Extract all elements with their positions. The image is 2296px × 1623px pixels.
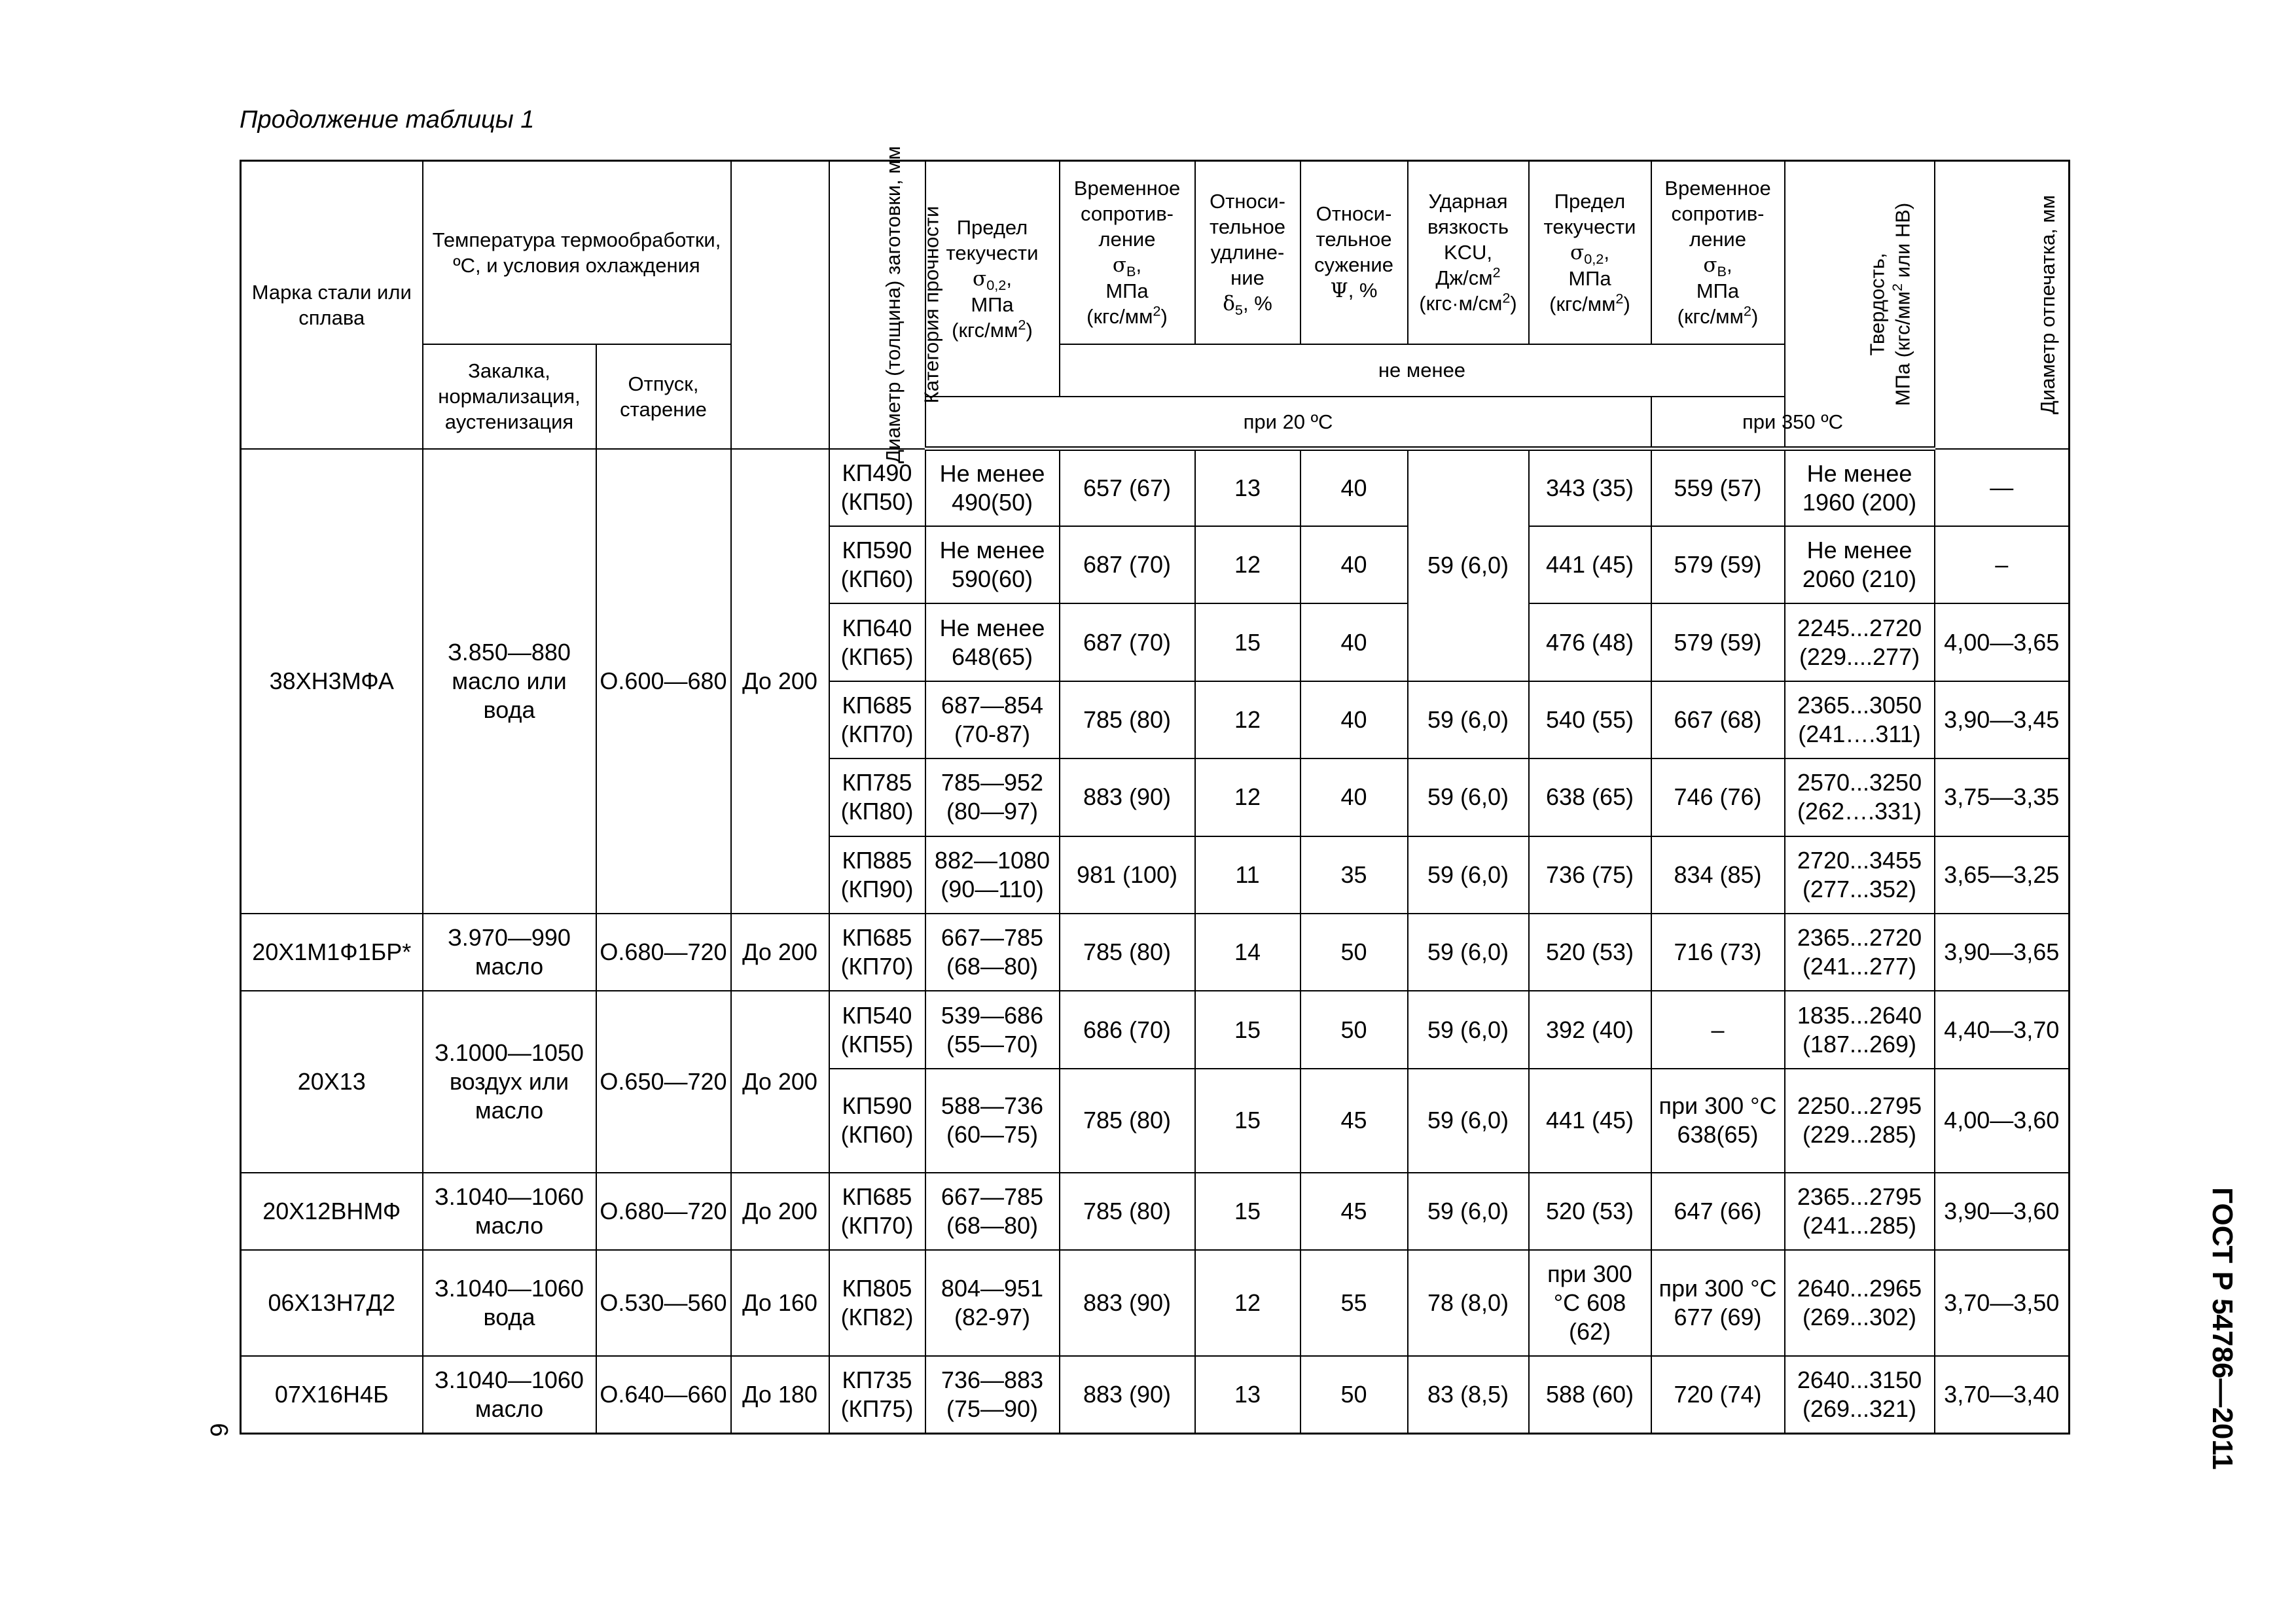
unit: МПа xyxy=(1696,279,1740,303)
unit-alt: или НВ) xyxy=(1890,202,1914,283)
header-at-350: при 350 ºС xyxy=(1651,397,1935,449)
table-row xyxy=(241,991,2070,1068)
tensile-cell: 981 (100) xyxy=(1060,836,1195,914)
tensile-cell: 785 (80) xyxy=(1060,1069,1195,1173)
steel-grade-cell: 38ХН3МФА xyxy=(241,449,423,914)
delta-symbol: δ xyxy=(1223,291,1235,315)
diameter-cell: До 160 xyxy=(731,1250,829,1356)
diameter-cell: До 200 xyxy=(731,1173,829,1250)
imprint-diameter-cell: 3,90—3,65 xyxy=(1935,914,2070,991)
imprint-diameter-cell: — xyxy=(1935,449,2070,526)
tensile-cell: 883 (90) xyxy=(1060,1356,1195,1434)
table-caption: Продолжение таблицы 1 xyxy=(240,106,535,134)
tensile-350-cell: 746 (76) xyxy=(1651,758,1785,836)
superscript: 2 xyxy=(1492,264,1501,281)
reduction-cell: 50 xyxy=(1300,1356,1408,1434)
temper-cell: О.640—660 xyxy=(596,1356,731,1434)
header-diameter xyxy=(731,146,905,464)
imprint-diameter-cell: 3,70—3,40 xyxy=(1935,1356,2070,1434)
tensile-350-cell: 667 (68) xyxy=(1651,681,1785,758)
category-cell: КП685 (КП70) xyxy=(829,1173,925,1250)
unit-alt: (кгс/мм xyxy=(952,318,1018,342)
tensile-cell: 785 (80) xyxy=(1060,914,1195,991)
impact-cell: 83 (8,5) xyxy=(1408,1356,1529,1434)
label: Временное сопротив-ление xyxy=(1664,177,1771,251)
yield-cell: 785—952 (80—97) xyxy=(925,758,1060,836)
yield-350-cell: 476 (48) xyxy=(1529,603,1651,681)
impact-cell: 59 (6,0) xyxy=(1408,991,1529,1068)
unit-alt: (кгс·м/см xyxy=(1419,292,1503,315)
elongation-cell: 15 xyxy=(1195,603,1300,681)
reduction-cell: 40 xyxy=(1300,603,1408,681)
tensile-350-cell: 647 (66) xyxy=(1651,1173,1785,1250)
tensile-cell: 687 (70) xyxy=(1060,526,1195,603)
yield-350-cell: 441 (45) xyxy=(1529,526,1651,603)
header-yield-20: Предел текучести $\sigma_{0,2}$, МПа $(кгс/мм^2)$ xyxy=(925,161,1060,397)
elongation-cell: 12 xyxy=(1195,758,1300,836)
header-imprint-text: Диаметр отпечатка, мм xyxy=(2036,195,2059,415)
header-reduction xyxy=(1300,161,1408,344)
sigma-symbol: σ xyxy=(1112,253,1127,277)
tensile-cell: 883 (90) xyxy=(1060,1250,1195,1356)
elongation-cell: 13 xyxy=(1195,449,1300,526)
superscript: 2 xyxy=(1743,302,1751,319)
imprint-diameter-cell: 4,00—3,60 xyxy=(1935,1069,2070,1173)
unit-alt: (кгс/мм xyxy=(1677,305,1744,329)
tensile-350-cell: при 300 °С 677 (69) xyxy=(1651,1250,1785,1356)
subscript: 0,2 xyxy=(986,276,1007,293)
yield-cell: 588—736 (60—75) xyxy=(925,1069,1060,1173)
imprint-diameter-cell: 3,90—3,45 xyxy=(1935,681,2070,758)
hardness-cell: 2570...3250 (262….331) xyxy=(1785,758,1935,836)
yield-cell: 539—686 (55—70) xyxy=(925,991,1060,1068)
category-cell: КП685 (КП70) xyxy=(829,681,925,758)
yield-cell: 804—951 (82-97) xyxy=(925,1250,1060,1356)
reduction-cell: 45 xyxy=(1300,1173,1408,1250)
header-yield-350: Предел текучести $\sigma_{0,2}$, МПа $(кгс/мм^2)$ xyxy=(1529,161,1651,344)
header-steel: Марка стали или сплава xyxy=(241,161,423,449)
diameter-cell: До 200 xyxy=(731,914,829,991)
imprint-diameter-cell: 4,40—3,70 xyxy=(1935,991,2070,1068)
steel-grade-cell: 07Х16Н4Б xyxy=(241,1356,423,1434)
subscript: В xyxy=(1717,263,1727,280)
temper-cell: О.680—720 xyxy=(596,1173,731,1250)
reduction-cell: 50 xyxy=(1300,991,1408,1068)
reduction-cell: 40 xyxy=(1300,681,1408,758)
yield-350-cell: 343 (35) xyxy=(1529,449,1651,526)
label: Временное сопротив-ление xyxy=(1073,177,1181,251)
elongation-cell: 15 xyxy=(1195,1173,1300,1250)
quench-cell: З.1000—1050 воздух или масло xyxy=(423,991,596,1172)
category-cell: КП590 (КП60) xyxy=(829,1069,925,1173)
document-code: ГОСТ Р 54786—2011 xyxy=(2206,1187,2238,1470)
yield-350-cell: 392 (40) xyxy=(1529,991,1651,1068)
unit: , % xyxy=(1242,291,1272,315)
quench-cell: З.1040—1060 масло xyxy=(423,1356,596,1434)
impact-cell: 59 (6,0) xyxy=(1408,449,1529,681)
table-row xyxy=(241,1250,2070,1356)
yield-350-cell: при 300 °С 608 (62) xyxy=(1529,1250,1651,1356)
category-cell: КП805 (КП82) xyxy=(829,1250,925,1356)
quench-cell: З.970—990 масло xyxy=(423,914,596,991)
superscript: 2 xyxy=(1615,290,1624,307)
impact-cell: 59 (6,0) xyxy=(1408,1069,1529,1173)
tensile-cell: 686 (70) xyxy=(1060,991,1195,1068)
subscript: 0,2 xyxy=(1584,250,1604,267)
unit-alt: (кгс/мм xyxy=(1086,305,1153,329)
tensile-cell: 687 (70) xyxy=(1060,603,1195,681)
reduction-cell: 55 xyxy=(1300,1250,1408,1356)
category-cell: КП490 (КП50) xyxy=(829,449,925,526)
table-row xyxy=(241,1356,2070,1434)
hardness-cell: 2720...3455 (277...352) xyxy=(1785,836,1935,914)
unit: МПа xyxy=(971,293,1014,316)
quench-cell: З.1040—1060 вода xyxy=(423,1250,596,1356)
header-quench: Закалка, нормализация, аустенизация xyxy=(423,344,596,449)
subscript: В xyxy=(1126,263,1136,280)
header-tensile-20: Временное сопротив-ление $\sigma_В$, МПа $(кгс/мм^2)$ xyxy=(1060,161,1195,344)
header-hardness-text xyxy=(1864,202,1915,406)
category-cell: КП735 (КП75) xyxy=(829,1356,925,1434)
quench-cell: З.1040—1060 масло xyxy=(423,1173,596,1250)
reduction-cell: 40 xyxy=(1300,449,1408,526)
table-row xyxy=(241,1173,2070,1250)
reduction-cell: 40 xyxy=(1300,526,1408,603)
impact-cell: 59 (6,0) xyxy=(1408,914,1529,991)
reduction-cell: 50 xyxy=(1300,914,1408,991)
label: Твердость, xyxy=(1865,252,1888,356)
tensile-350-cell: 716 (73) xyxy=(1651,914,1785,991)
yield-cell: Не менее 648(65) xyxy=(925,603,1060,681)
header-category xyxy=(829,161,942,449)
reduction-cell: 45 xyxy=(1300,1069,1408,1173)
elongation-cell: 12 xyxy=(1195,681,1300,758)
impact-cell: 59 (6,0) xyxy=(1408,681,1529,758)
imprint-diameter-cell: – xyxy=(1935,526,2070,603)
elongation-cell: 15 xyxy=(1195,991,1300,1068)
yield-cell: 667—785 (68—80) xyxy=(925,914,1060,991)
reduction-cell: 35 xyxy=(1300,836,1408,914)
imprint-diameter-cell: 3,65—3,25 xyxy=(1935,836,2070,914)
yield-350-cell: 540 (55) xyxy=(1529,681,1651,758)
category-cell: КП590 (КП60) xyxy=(829,526,925,603)
superscript: 2 xyxy=(1888,283,1905,291)
tensile-350-cell: 579 (59) xyxy=(1651,603,1785,681)
header-temper: Отпуск, старение xyxy=(596,344,731,449)
tensile-350-cell: 720 (74) xyxy=(1651,1356,1785,1434)
tensile-350-cell: при 300 °С 638(65) xyxy=(1651,1069,1785,1173)
elongation-cell: 12 xyxy=(1195,1250,1300,1356)
table-row xyxy=(241,449,2070,526)
temper-cell: О.680—720 xyxy=(596,914,731,991)
steel-grade-cell: 20Х12ВНМФ xyxy=(241,1173,423,1250)
imprint-diameter-cell: 4,00—3,65 xyxy=(1935,603,2070,681)
unit: Дж/см xyxy=(1435,266,1493,290)
header-temperature: Температура термообработки, ºС, и условия охлаждения xyxy=(423,161,731,344)
temper-cell: О.650—720 xyxy=(596,991,731,1172)
header-category-text: Категория прочности xyxy=(919,205,942,404)
yield-350-cell: 736 (75) xyxy=(1529,836,1651,914)
yield-cell: 687—854 (70-87) xyxy=(925,681,1060,758)
yield-350-cell: 588 (60) xyxy=(1529,1356,1651,1434)
elongation-cell: 11 xyxy=(1195,836,1300,914)
elongation-cell: 13 xyxy=(1195,1356,1300,1434)
unit: МПа (кгс/мм xyxy=(1890,291,1914,406)
impact-cell: 59 (6,0) xyxy=(1408,1173,1529,1250)
steel-grade-cell: 06Х13Н7Д2 xyxy=(241,1250,423,1356)
hardness-cell: 2245...2720 (229....277) xyxy=(1785,603,1935,681)
hardness-cell: 2640...3150 (269...321) xyxy=(1785,1356,1935,1434)
header-impact: Ударная вязкость KCU, $Дж/см^2$ $(кгс\cdot м/см^2)$ xyxy=(1408,161,1529,344)
superscript: 2 xyxy=(1153,302,1161,319)
tensile-350-cell: 834 (85) xyxy=(1651,836,1785,914)
hardness-cell: 2640...2965 (269...302) xyxy=(1785,1250,1935,1356)
label: Предел текучести xyxy=(1543,189,1636,238)
tensile-cell: 785 (80) xyxy=(1060,681,1195,758)
hardness-cell: 2365...2720 (241...277) xyxy=(1785,914,1935,991)
elongation-cell: 15 xyxy=(1195,1069,1300,1173)
header-at-20: при 20 ºС xyxy=(925,397,1651,449)
properties-table xyxy=(240,146,2070,1435)
label: Относи-тельное сужение xyxy=(1314,202,1393,277)
psi-symbol: Ψ xyxy=(1330,279,1348,303)
tensile-cell: 657 (67) xyxy=(1060,449,1195,526)
temper-cell: О.600—680 xyxy=(596,449,731,914)
yield-cell: 736—883 (75—90) xyxy=(925,1356,1060,1434)
page-number: 6 xyxy=(205,1423,232,1437)
label: Относи-тельное удлине-ние xyxy=(1210,189,1285,289)
subscript: 5 xyxy=(1234,301,1243,318)
sigma-symbol: σ xyxy=(1570,240,1585,264)
reduction-cell: 40 xyxy=(1300,758,1408,836)
yield-cell: Не менее 590(60) xyxy=(925,526,1060,603)
hardness-cell: 1835...2640 (187...269) xyxy=(1785,991,1935,1068)
sigma-symbol: σ xyxy=(1703,253,1717,277)
elongation-cell: 12 xyxy=(1195,526,1300,603)
category-cell: КП785 (КП80) xyxy=(829,758,925,836)
imprint-diameter-cell: 3,90—3,60 xyxy=(1935,1173,2070,1250)
superscript: 2 xyxy=(1018,316,1026,333)
steel-grade-cell: 20Х13 xyxy=(241,991,423,1172)
label: Предел текучести xyxy=(946,215,1039,264)
category-cell: КП540 (КП55) xyxy=(829,991,925,1068)
header-not-less: не менее xyxy=(1060,344,1785,397)
impact-cell: 59 (6,0) xyxy=(1408,758,1529,836)
tensile-350-cell: – xyxy=(1651,991,1785,1068)
tensile-cell: 785 (80) xyxy=(1060,1173,1195,1250)
sigma-symbol: σ xyxy=(973,266,987,291)
yield-cell: Не менее 490(50) xyxy=(925,449,1060,526)
yield-cell: 667—785 (68—80) xyxy=(925,1173,1060,1250)
header-tensile-350: Временное сопротив-ление $\sigma_В$, МПа $(кгс/мм^2)$ xyxy=(1651,161,1785,344)
diameter-cell: До 200 xyxy=(731,449,829,914)
tensile-350-cell: 579 (59) xyxy=(1651,526,1785,603)
label: Ударная вязкость KCU, xyxy=(1427,190,1509,264)
unit-alt: (кгс/мм xyxy=(1549,292,1616,315)
yield-350-cell: 520 (53) xyxy=(1529,914,1651,991)
imprint-diameter-cell: 3,75—3,35 xyxy=(1935,758,2070,836)
quench-cell: З.850—880 масло или вода xyxy=(423,449,596,914)
table-body xyxy=(241,449,2070,1434)
category-cell: КП640 (КП65) xyxy=(829,603,925,681)
unit: , % xyxy=(1348,279,1378,302)
impact-cell: 78 (8,0) xyxy=(1408,1250,1529,1356)
imprint-diameter-cell: 3,70—3,50 xyxy=(1935,1250,2070,1356)
yield-350-cell: 520 (53) xyxy=(1529,1173,1651,1250)
diameter-cell: До 180 xyxy=(731,1356,829,1434)
diameter-cell: До 200 xyxy=(731,991,829,1172)
temper-cell: О.530—560 xyxy=(596,1250,731,1356)
hardness-cell: Не менее 2060 (210) xyxy=(1785,526,1935,603)
unit: МПа xyxy=(1568,266,1611,290)
impact-cell: 59 (6,0) xyxy=(1408,836,1529,914)
table-row xyxy=(241,914,2070,991)
yield-cell: 882—1080 (90—110) xyxy=(925,836,1060,914)
category-cell: КП685 (КП70) xyxy=(829,914,925,991)
elongation-cell: 14 xyxy=(1195,914,1300,991)
category-cell: КП885 (КП90) xyxy=(829,836,925,914)
hardness-cell: Не менее 1960 (200) xyxy=(1785,449,1935,526)
header-imprint xyxy=(1935,161,2070,449)
hardness-cell: 2250...2795 (229...285) xyxy=(1785,1069,1935,1173)
hardness-cell: 2365...2795 (241...285) xyxy=(1785,1173,1935,1250)
header-elongation xyxy=(1195,161,1300,344)
steel-grade-cell: 20Х1М1Ф1БР* xyxy=(241,914,423,991)
header-diameter-text: Диаметр (толщина) заготовки, мм xyxy=(881,146,905,464)
hardness-cell: 2365...3050 (241….311) xyxy=(1785,681,1935,758)
superscript: 2 xyxy=(1502,289,1511,306)
unit: МПа xyxy=(1105,279,1149,303)
yield-350-cell: 441 (45) xyxy=(1529,1069,1651,1173)
tensile-350-cell: 559 (57) xyxy=(1651,449,1785,526)
yield-350-cell: 638 (65) xyxy=(1529,758,1651,836)
tensile-cell: 883 (90) xyxy=(1060,758,1195,836)
